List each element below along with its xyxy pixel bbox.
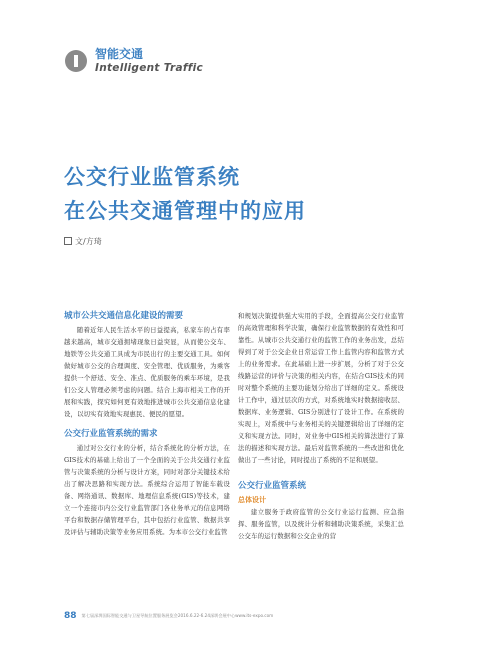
left-column — [64, 310, 230, 538]
byline — [64, 236, 102, 247]
paragraph-3: 建立服务于政府监管的公交行业运行监测、应急指挥、服务监管，以及统计分析和辅助决策系统，采集汇总公交车的运行数据和公交企业的营 — [238, 508, 404, 540]
right-column — [238, 310, 404, 542]
section-name-en: Intelligent Traffic — [95, 62, 204, 74]
section-heading-2: 公交行业监管系统的需求 — [64, 429, 158, 439]
section-name-cn: 智能交通 — [95, 47, 144, 61]
footer-text: 第七届深圳国际智能交通与卫星导航位置服务展览会2016.6.22-6.24深圳会展中心www.its-expo.com — [81, 613, 274, 618]
paragraph-2: 通过对公交行业的分析，结合系统化的分析方法，在GIS技术的基础上给出了一个全面的关于公共交通行业监管与决策系统的分析与设计方案，同时对部分关键技术给出了解决思路和实现方法。系统综合运用了智能车载设备、网络通讯、数据库、地理信息系统(GIS)等技术，建立一个连接市内公交行业监管部门各业务单元的信息网络平台和数据存储管理平台，其中包括行业监管、数据共享及评估与辅助决策等业务应用系统。为本市公交行业监管 — [64, 444, 230, 536]
section-heading-1: 城市公共交通信息化建设的需要 — [64, 311, 184, 321]
paragraph-2-continued: 和规划决策提供强大实用的手段，全面提高公交行业监管的高效管理和科学决策，确保行业监管数据的有效性和可靠性。从城市公共交通行业的监管工作的业务出发，总结得到了对于公交企业日常运营工作上监管内容和监管方式上的业务需求。在此基础上进一步扩展，分析了对于公交线路运营的评价与决策的相关内容，在结合GIS技术的同时对整个系统的主要功能划分给出了详细的定义。系统设计工作中，通过层次的方式，对系统地实时数据接收层、数据库、业务逻辑、GIS分别进行了设计工作。在系统的实现上，对系统中与业务相关的关键逻辑给出了详细的定义和实现方法。同时，对业务中GIS相关的算法进行了算法的描述和实现方法。最后对监管系统的一些改进和优化做出了一些讨论，同时提出了系统的不足和展望。 — [238, 312, 404, 464]
square-box-icon — [64, 237, 72, 245]
subheading-overall-design: 总体设计 — [238, 496, 266, 504]
article-title — [64, 160, 306, 228]
author: 文/方琦 — [75, 237, 102, 246]
paragraph-1: 随着近年人民生活水平的日益提高，私家车的占有率越来越高，城市交通拥堵现象日益突显，从而使公交车、地铁等公共交通工具成为市民出行的主要交通工具。如何做好城市公交的合理调度、安全管理、优质服务，为乘客提供一个舒适、安全、准点、优质服务的乘车环境，是我们公交人管理必须考虑的问题。结合上海市相关工作的开展和实践，探究如何更有效地推进城市公共交通信息化建设，以切实有效地实现惠民、便民的愿望。 — [64, 326, 230, 418]
page-number: 88 — [64, 611, 77, 621]
page-footer — [64, 611, 273, 621]
article-title-line2: 在公共交通管理中的应用 — [64, 199, 306, 223]
section-logo-icon — [65, 50, 87, 72]
article-title-line1: 公交行业监管系统 — [64, 165, 240, 189]
section-heading-3: 公交行业监管系统 — [238, 481, 307, 491]
